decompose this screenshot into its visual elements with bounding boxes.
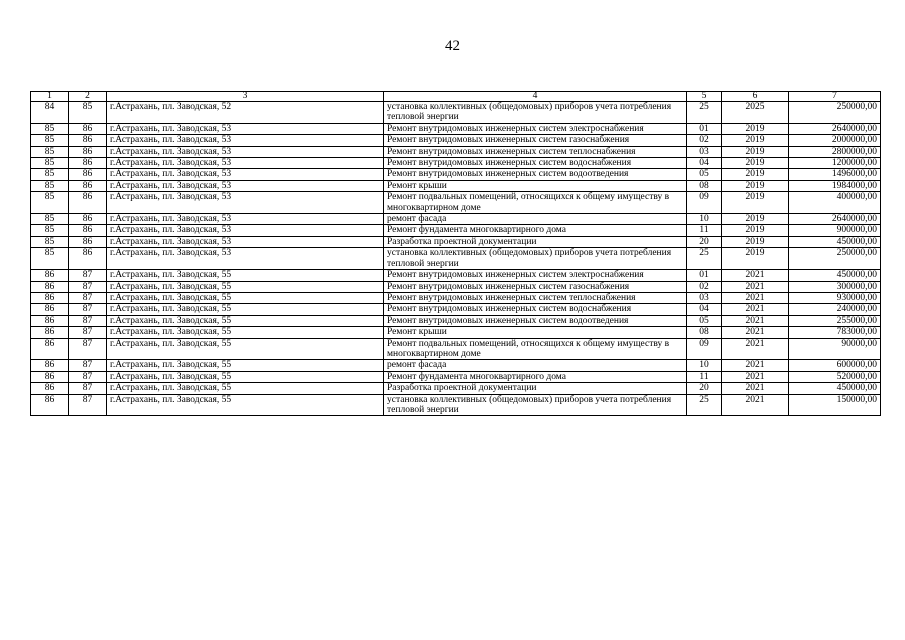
column-header: 6 (722, 92, 789, 102)
cost-cell: 930000,00 (789, 292, 881, 303)
table-row (31, 236, 881, 247)
table-row (31, 281, 881, 292)
year-cell: 2021 (722, 371, 789, 382)
work-type-cell: установка коллективных (общедомовых) приборов учета потребления тепловой энергии (384, 102, 687, 124)
house-number-cell: 85 (69, 102, 107, 124)
house-number-cell: 86 (69, 169, 107, 180)
cost-cell: 300000,00 (789, 281, 881, 292)
column-header: 1 (31, 92, 69, 102)
work-type-cell: Ремонт внутридомовых инженерных систем водоотведения (384, 169, 687, 180)
address-cell: г.Астрахань, пл. Заводская, 53 (107, 248, 384, 270)
address-cell: г.Астрахань, пл. Заводская, 55 (107, 270, 384, 281)
work-code-cell: 02 (687, 281, 722, 292)
address-cell: г.Астрахань, пл. Заводская, 53 (107, 225, 384, 236)
year-cell: 2021 (722, 292, 789, 303)
work-type-cell: Ремонт подвальных помещений, относящихся к общему имуществу в многоквартирном доме (384, 192, 687, 214)
work-type-cell: Ремонт внутридомовых инженерных систем водоснабжения (384, 158, 687, 169)
row-number-cell: 85 (31, 214, 69, 225)
table-row (31, 180, 881, 191)
house-number-cell: 86 (69, 225, 107, 236)
address-cell: г.Астрахань, пл. Заводская, 53 (107, 123, 384, 134)
row-number-cell: 85 (31, 248, 69, 270)
cost-cell: 1984000,00 (789, 180, 881, 191)
work-code-cell: 11 (687, 371, 722, 382)
year-cell: 2019 (722, 225, 789, 236)
work-type-cell: Ремонт внутридомовых инженерных систем электроснабжения (384, 270, 687, 281)
address-cell: г.Астрахань, пл. Заводская, 53 (107, 180, 384, 191)
work-type-cell: Разработка проектной документации (384, 236, 687, 247)
table-row (31, 248, 881, 270)
cost-cell: 255000,00 (789, 315, 881, 326)
work-type-cell: Ремонт крыши (384, 180, 687, 191)
table-row (31, 338, 881, 360)
year-cell: 2021 (722, 360, 789, 371)
year-cell: 2021 (722, 383, 789, 394)
house-number-cell: 86 (69, 158, 107, 169)
year-cell: 2021 (722, 270, 789, 281)
cost-cell: 150000,00 (789, 394, 881, 416)
address-cell: г.Астрахань, пл. Заводская, 53 (107, 192, 384, 214)
cost-cell: 900000,00 (789, 225, 881, 236)
table-row (31, 394, 881, 416)
cost-cell: 600000,00 (789, 360, 881, 371)
address-cell: г.Астрахань, пл. Заводская, 55 (107, 327, 384, 338)
address-cell: г.Астрахань, пл. Заводская, 53 (107, 169, 384, 180)
row-number-cell: 86 (31, 383, 69, 394)
cost-cell: 2640000,00 (789, 214, 881, 225)
row-number-cell: 84 (31, 102, 69, 124)
table-row (31, 225, 881, 236)
work-type-cell: Ремонт крыши (384, 327, 687, 338)
cost-cell: 400000,00 (789, 192, 881, 214)
work-code-cell: 08 (687, 327, 722, 338)
house-number-cell: 87 (69, 281, 107, 292)
cost-cell: 450000,00 (789, 383, 881, 394)
work-type-cell: Ремонт внутридомовых инженерных систем водоснабжения (384, 304, 687, 315)
work-code-cell: 25 (687, 394, 722, 416)
address-cell: г.Астрахань, пл. Заводская, 52 (107, 102, 384, 124)
table-row (31, 360, 881, 371)
cost-cell: 2000000,00 (789, 135, 881, 146)
work-code-cell: 05 (687, 315, 722, 326)
table-row (31, 169, 881, 180)
work-code-cell: 04 (687, 158, 722, 169)
row-number-cell: 86 (31, 394, 69, 416)
house-number-cell: 87 (69, 315, 107, 326)
house-number-cell: 87 (69, 327, 107, 338)
row-number-cell: 86 (31, 281, 69, 292)
year-cell: 2019 (722, 146, 789, 157)
row-number-cell: 86 (31, 315, 69, 326)
row-number-cell: 85 (31, 180, 69, 191)
page-number: 42 (445, 38, 460, 54)
table-row (31, 315, 881, 326)
year-cell: 2019 (722, 192, 789, 214)
year-cell: 2019 (722, 123, 789, 134)
column-header: 5 (687, 92, 722, 102)
house-number-cell: 86 (69, 123, 107, 134)
table-row (31, 123, 881, 134)
year-cell: 2019 (722, 214, 789, 225)
cost-cell: 240000,00 (789, 304, 881, 315)
year-cell: 2021 (722, 327, 789, 338)
cost-cell: 520000,00 (789, 371, 881, 382)
work-code-cell: 03 (687, 146, 722, 157)
table-row (31, 327, 881, 338)
cost-cell: 90000,00 (789, 338, 881, 360)
work-code-cell: 01 (687, 123, 722, 134)
row-number-cell: 85 (31, 123, 69, 134)
work-type-cell: Разработка проектной документации (384, 383, 687, 394)
column-header: 4 (384, 92, 687, 102)
cost-cell: 250000,00 (789, 102, 881, 124)
year-cell: 2019 (722, 248, 789, 270)
work-type-cell: Ремонт фундамента многоквартирного дома (384, 371, 687, 382)
house-number-cell: 86 (69, 135, 107, 146)
row-number-cell: 86 (31, 338, 69, 360)
year-cell: 2019 (722, 158, 789, 169)
row-number-cell: 86 (31, 371, 69, 382)
work-type-cell: Ремонт подвальных помещений, относящихся к общему имуществу в многоквартирном доме (384, 338, 687, 360)
cost-cell: 2800000,00 (789, 146, 881, 157)
row-number-cell: 86 (31, 270, 69, 281)
work-type-cell: Ремонт фундамента многоквартирного дома (384, 225, 687, 236)
table-row (31, 214, 881, 225)
address-cell: г.Астрахань, пл. Заводская, 55 (107, 304, 384, 315)
work-code-cell: 11 (687, 225, 722, 236)
column-header: 2 (69, 92, 107, 102)
address-cell: г.Астрахань, пл. Заводская, 55 (107, 292, 384, 303)
address-cell: г.Астрахань, пл. Заводская, 55 (107, 338, 384, 360)
row-number-cell: 85 (31, 192, 69, 214)
work-code-cell: 02 (687, 135, 722, 146)
year-cell: 2021 (722, 281, 789, 292)
year-cell: 2025 (722, 102, 789, 124)
address-cell: г.Астрахань, пл. Заводская, 55 (107, 394, 384, 416)
year-cell: 2021 (722, 304, 789, 315)
work-code-cell: 09 (687, 192, 722, 214)
house-number-cell: 87 (69, 292, 107, 303)
row-number-cell: 85 (31, 236, 69, 247)
work-type-cell: Ремонт внутридомовых инженерных систем газоснабжения (384, 135, 687, 146)
house-number-cell: 86 (69, 192, 107, 214)
house-number-cell: 87 (69, 371, 107, 382)
work-code-cell: 20 (687, 383, 722, 394)
table-row (31, 383, 881, 394)
work-code-cell: 09 (687, 338, 722, 360)
table-body (31, 102, 881, 416)
address-cell: г.Астрахань, пл. Заводская, 53 (107, 214, 384, 225)
address-cell: г.Астрахань, пл. Заводская, 53 (107, 158, 384, 169)
work-code-cell: 08 (687, 180, 722, 191)
work-code-cell: 20 (687, 236, 722, 247)
cost-cell: 2640000,00 (789, 123, 881, 134)
year-cell: 2021 (722, 394, 789, 416)
work-code-cell: 01 (687, 270, 722, 281)
works-table (30, 91, 881, 416)
table-row (31, 270, 881, 281)
table-row (31, 304, 881, 315)
cost-cell: 450000,00 (789, 270, 881, 281)
work-type-cell: установка коллективных (общедомовых) приборов учета потребления тепловой энергии (384, 394, 687, 416)
work-code-cell: 10 (687, 360, 722, 371)
year-cell: 2019 (722, 180, 789, 191)
table-row (31, 158, 881, 169)
column-header: 7 (789, 92, 881, 102)
cost-cell: 450000,00 (789, 236, 881, 247)
address-cell: г.Астрахань, пл. Заводская, 55 (107, 371, 384, 382)
address-cell: г.Астрахань, пл. Заводская, 55 (107, 315, 384, 326)
work-code-cell: 25 (687, 102, 722, 124)
table-row (31, 192, 881, 214)
work-type-cell: Ремонт внутридомовых инженерных систем газоснабжения (384, 281, 687, 292)
work-code-cell: 25 (687, 248, 722, 270)
work-type-cell: ремонт фасада (384, 360, 687, 371)
work-code-cell: 05 (687, 169, 722, 180)
work-type-cell: установка коллективных (общедомовых) приборов учета потребления тепловой энергии (384, 248, 687, 270)
cost-cell: 783000,00 (789, 327, 881, 338)
row-number-cell: 85 (31, 146, 69, 157)
house-number-cell: 86 (69, 146, 107, 157)
year-cell: 2021 (722, 338, 789, 360)
work-type-cell: Ремонт внутридомовых инженерных систем теплоснабжения (384, 292, 687, 303)
table-row (31, 292, 881, 303)
table-row (31, 135, 881, 146)
house-number-cell: 86 (69, 236, 107, 247)
house-number-cell: 86 (69, 248, 107, 270)
header-row (31, 92, 881, 102)
work-type-cell: ремонт фасада (384, 214, 687, 225)
year-cell: 2019 (722, 135, 789, 146)
work-type-cell: Ремонт внутридомовых инженерных систем электроснабжения (384, 123, 687, 134)
row-number-cell: 85 (31, 169, 69, 180)
row-number-cell: 85 (31, 158, 69, 169)
house-number-cell: 86 (69, 180, 107, 191)
house-number-cell: 87 (69, 338, 107, 360)
row-number-cell: 86 (31, 304, 69, 315)
year-cell: 2021 (722, 315, 789, 326)
address-cell: г.Астрахань, пл. Заводская, 53 (107, 135, 384, 146)
row-number-cell: 86 (31, 360, 69, 371)
work-type-cell: Ремонт внутридомовых инженерных систем теплоснабжения (384, 146, 687, 157)
work-type-cell: Ремонт внутридомовых инженерных систем водоотведения (384, 315, 687, 326)
table-row (31, 102, 881, 124)
address-cell: г.Астрахань, пл. Заводская, 55 (107, 360, 384, 371)
address-cell: г.Астрахань, пл. Заводская, 55 (107, 383, 384, 394)
cost-cell: 1200000,00 (789, 158, 881, 169)
column-header: 3 (107, 92, 384, 102)
house-number-cell: 87 (69, 383, 107, 394)
year-cell: 2019 (722, 236, 789, 247)
year-cell: 2019 (722, 169, 789, 180)
house-number-cell: 86 (69, 214, 107, 225)
house-number-cell: 87 (69, 394, 107, 416)
address-cell: г.Астрахань, пл. Заводская, 53 (107, 236, 384, 247)
row-number-cell: 86 (31, 327, 69, 338)
work-code-cell: 03 (687, 292, 722, 303)
house-number-cell: 87 (69, 360, 107, 371)
address-cell: г.Астрахань, пл. Заводская, 53 (107, 146, 384, 157)
row-number-cell: 85 (31, 135, 69, 146)
row-number-cell: 86 (31, 292, 69, 303)
table-row (31, 371, 881, 382)
work-code-cell: 04 (687, 304, 722, 315)
house-number-cell: 87 (69, 304, 107, 315)
table-row (31, 146, 881, 157)
cost-cell: 1496000,00 (789, 169, 881, 180)
row-number-cell: 85 (31, 225, 69, 236)
cost-cell: 250000,00 (789, 248, 881, 270)
work-code-cell: 10 (687, 214, 722, 225)
house-number-cell: 87 (69, 270, 107, 281)
address-cell: г.Астрахань, пл. Заводская, 55 (107, 281, 384, 292)
